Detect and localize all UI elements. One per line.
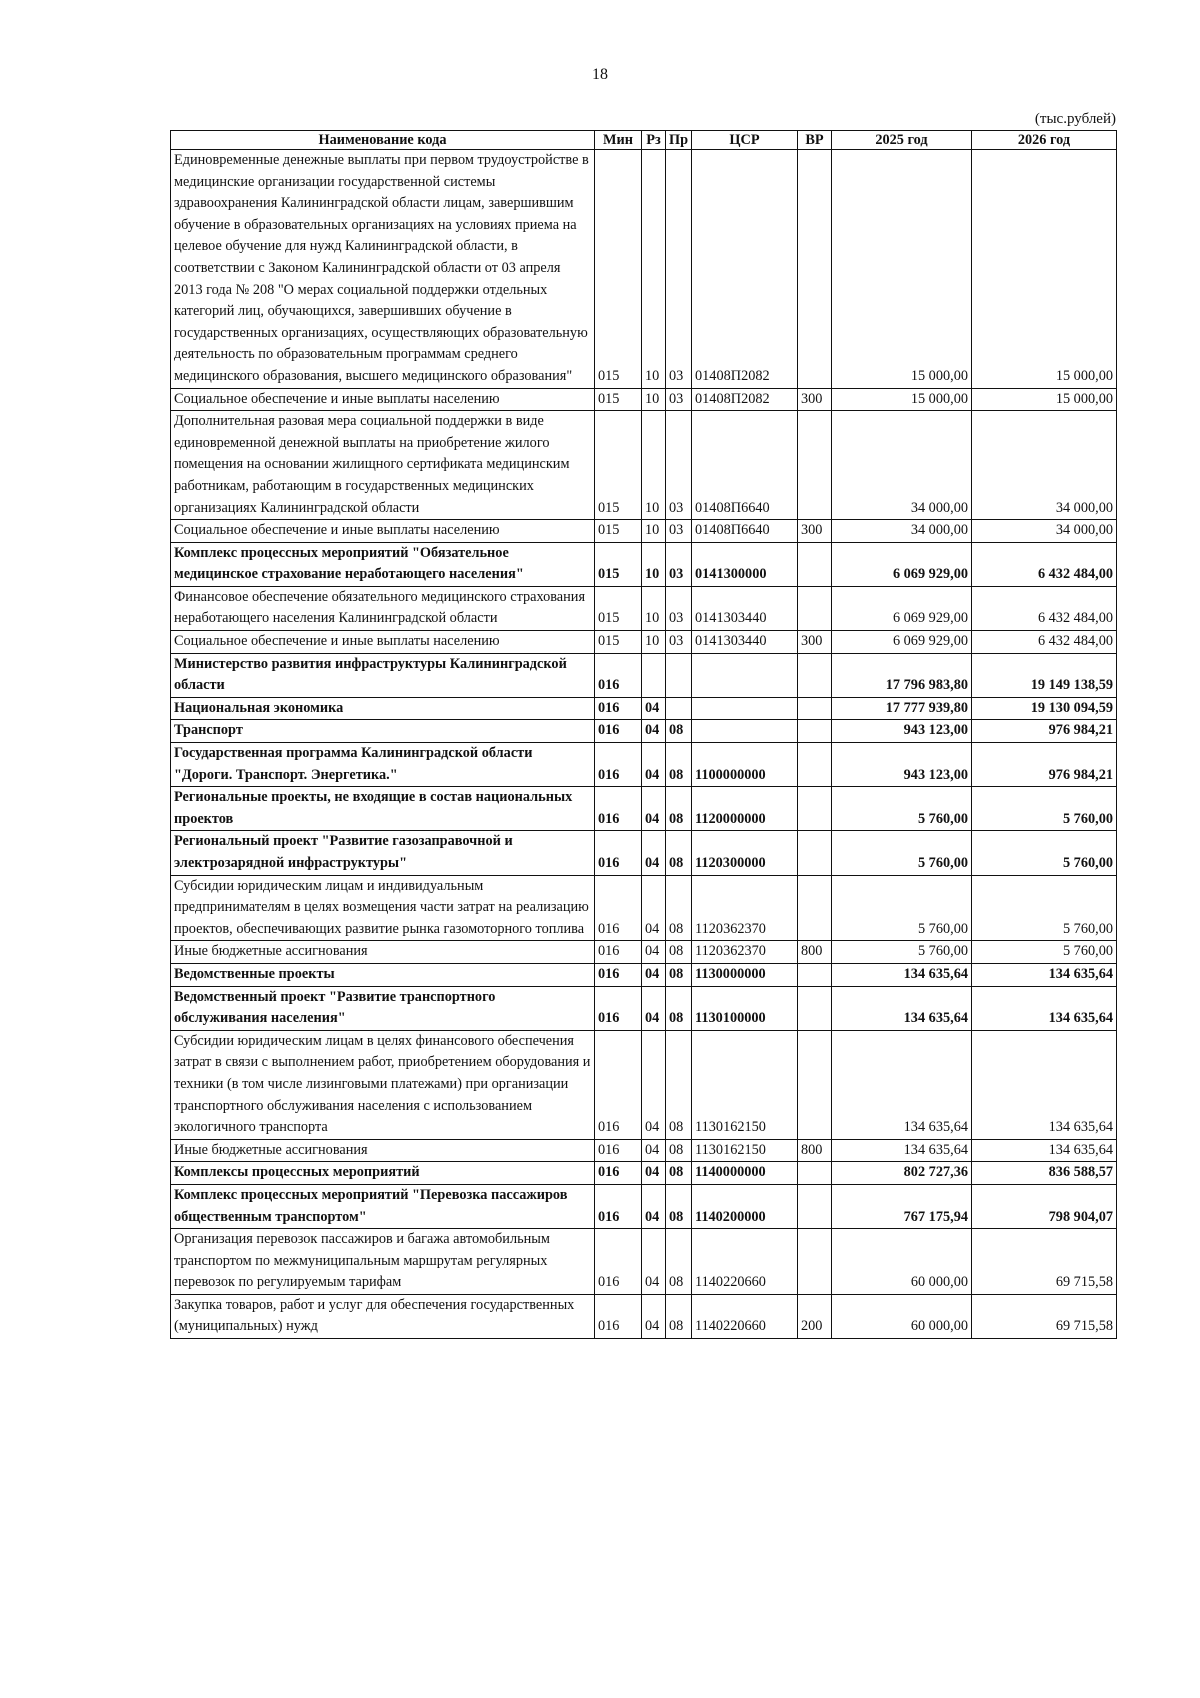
row-name: Финансовое обеспечение обязательного медицинского страхования неработающего населения Калининградской области: [171, 586, 595, 630]
row-rz: 04: [642, 1294, 666, 1338]
row-2025: 5 760,00: [832, 787, 972, 831]
row-pr: 03: [666, 586, 692, 630]
row-name: Национальная экономика: [171, 697, 595, 720]
row-2026: 134 635,64: [972, 986, 1117, 1030]
row-rz: 04: [642, 787, 666, 831]
row-rz: 04: [642, 720, 666, 743]
table-row: [171, 941, 1117, 964]
row-csr: 1140220660: [692, 1294, 798, 1338]
row-2026: 69 715,58: [972, 1294, 1117, 1338]
row-2025: 134 635,64: [832, 963, 972, 986]
row-name: Региональный проект "Развитие газозаправочной и электрозарядной инфраструктуры": [171, 831, 595, 875]
row-name: Министерство развития инфраструктуры Калининградской области: [171, 653, 595, 697]
row-2025: 60 000,00: [832, 1294, 972, 1338]
row-2026: 976 984,21: [972, 743, 1117, 787]
row-2026: 6 432 484,00: [972, 586, 1117, 630]
row-2025: 34 000,00: [832, 520, 972, 543]
row-min: 016: [595, 1184, 642, 1228]
row-2025: 60 000,00: [832, 1229, 972, 1295]
row-name: Единовременные денежные выплаты при первом трудоустройстве в медицинские организации государственной системы здравоохранения Калининградской области лицам, завершившим обучение в образовательных организациях на условиях приема на целевое обучение для нужд Калининградской области, в соответствии с Законом Калининградской области от 03 апреля 2013 года № 208 "О мерах социальной поддержки отдельных категорий лиц, обучающихся, завершивших обучение в государственных организациях, осуществляющих образовательную деятельность по образовательным программам среднего медицинского образования, высшего медицинского образования": [171, 150, 595, 389]
table-row: [171, 986, 1117, 1030]
row-vr: [798, 831, 832, 875]
row-name: Комплексы процессных мероприятий: [171, 1162, 595, 1185]
row-csr: 1100000000: [692, 743, 798, 787]
budget-table: [170, 130, 1117, 1339]
row-csr: 1130000000: [692, 963, 798, 986]
table-row: [171, 1229, 1117, 1295]
col-header-name: Наименование кода: [171, 131, 595, 150]
row-rz: 04: [642, 831, 666, 875]
row-rz: 04: [642, 986, 666, 1030]
row-2025: 15 000,00: [832, 150, 972, 389]
row-rz: 10: [642, 150, 666, 389]
row-pr: 08: [666, 875, 692, 941]
row-2026: 134 635,64: [972, 963, 1117, 986]
row-min: 016: [595, 1229, 642, 1295]
row-rz: 04: [642, 1030, 666, 1139]
row-min: 016: [595, 720, 642, 743]
row-pr: 08: [666, 1184, 692, 1228]
row-2025: 5 760,00: [832, 831, 972, 875]
col-header-rz: Рз: [642, 131, 666, 150]
row-2025: 134 635,64: [832, 986, 972, 1030]
row-2025: 943 123,00: [832, 720, 972, 743]
row-vr: [798, 787, 832, 831]
row-2025: 15 000,00: [832, 388, 972, 411]
row-pr: 08: [666, 1030, 692, 1139]
row-2025: 5 760,00: [832, 875, 972, 941]
row-pr: 08: [666, 787, 692, 831]
row-2026: 6 432 484,00: [972, 542, 1117, 586]
row-pr: 08: [666, 720, 692, 743]
row-2026: 19 149 138,59: [972, 653, 1117, 697]
row-name: Субсидии юридическим лицам в целях финансового обеспечения затрат в связи с выполнением работ, приобретением оборудования и техники (в том числе лизинговыми платежами) при организации транспортного обслуживания населения с использованием экологичного транспорта: [171, 1030, 595, 1139]
row-name: Социальное обеспечение и иные выплаты населению: [171, 388, 595, 411]
row-vr: [798, 586, 832, 630]
row-rz: 04: [642, 697, 666, 720]
col-header-min: Мин: [595, 131, 642, 150]
row-name: Транспорт: [171, 720, 595, 743]
row-pr: 08: [666, 986, 692, 1030]
row-2025: 5 760,00: [832, 941, 972, 964]
row-csr: 1140220660: [692, 1229, 798, 1295]
col-header-2025: 2025 год: [832, 131, 972, 150]
col-header-csr: ЦСР: [692, 131, 798, 150]
row-2025: 6 069 929,00: [832, 542, 972, 586]
row-name: Социальное обеспечение и иные выплаты населению: [171, 631, 595, 654]
row-pr: 03: [666, 631, 692, 654]
table-row: [171, 411, 1117, 520]
row-csr: 1120362370: [692, 941, 798, 964]
row-vr: [798, 542, 832, 586]
row-min: 016: [595, 1139, 642, 1162]
row-pr: 03: [666, 388, 692, 411]
row-min: 015: [595, 631, 642, 654]
row-csr: 0141303440: [692, 586, 798, 630]
row-2025: 134 635,64: [832, 1030, 972, 1139]
row-min: 016: [595, 1030, 642, 1139]
row-name: Иные бюджетные ассигнования: [171, 1139, 595, 1162]
page-number: 18: [592, 66, 608, 83]
row-min: 016: [595, 787, 642, 831]
row-pr: [666, 653, 692, 697]
row-min: 016: [595, 697, 642, 720]
row-2025: 943 123,00: [832, 743, 972, 787]
row-csr: 1130100000: [692, 986, 798, 1030]
row-pr: 08: [666, 1229, 692, 1295]
row-2025: 767 175,94: [832, 1184, 972, 1228]
table-row: [171, 875, 1117, 941]
row-rz: 04: [642, 1162, 666, 1185]
row-2026: 34 000,00: [972, 520, 1117, 543]
row-vr: [798, 653, 832, 697]
table-row: [171, 1030, 1117, 1139]
row-name: Государственная программа Калининградской области "Дороги. Транспорт. Энергетика.": [171, 743, 595, 787]
row-rz: [642, 653, 666, 697]
row-min: 015: [595, 542, 642, 586]
row-csr: 1120000000: [692, 787, 798, 831]
row-min: 016: [595, 831, 642, 875]
row-pr: 08: [666, 941, 692, 964]
row-csr: 0141303440: [692, 631, 798, 654]
row-vr: [798, 875, 832, 941]
col-header-vr: ВР: [798, 131, 832, 150]
row-min: 016: [595, 986, 642, 1030]
row-pr: 03: [666, 520, 692, 543]
row-rz: 10: [642, 388, 666, 411]
row-2025: 17 796 983,80: [832, 653, 972, 697]
row-name: Социальное обеспечение и иные выплаты населению: [171, 520, 595, 543]
row-pr: [666, 697, 692, 720]
row-vr: [798, 1030, 832, 1139]
table-row: [171, 743, 1117, 787]
row-name: Субсидии юридическим лицам и индивидуальным предпринимателям в целях возмещения части затрат на реализацию проектов, обеспечивающих развитие рынка газомоторного топлива: [171, 875, 595, 941]
table-row: [171, 1139, 1117, 1162]
row-2025: 17 777 939,80: [832, 697, 972, 720]
row-csr: 1140000000: [692, 1162, 798, 1185]
row-pr: 08: [666, 1139, 692, 1162]
row-2026: 134 635,64: [972, 1030, 1117, 1139]
row-csr: 01408П6640: [692, 411, 798, 520]
row-2025: 134 635,64: [832, 1139, 972, 1162]
table-row: [171, 388, 1117, 411]
row-csr: [692, 653, 798, 697]
row-pr: 08: [666, 963, 692, 986]
row-vr: [798, 986, 832, 1030]
row-2026: 836 588,57: [972, 1162, 1117, 1185]
row-vr: 800: [798, 1139, 832, 1162]
row-name: Ведомственные проекты: [171, 963, 595, 986]
row-min: 015: [595, 411, 642, 520]
row-vr: [798, 720, 832, 743]
col-header-pr: Пр: [666, 131, 692, 150]
row-name: Региональные проекты, не входящие в состав национальных проектов: [171, 787, 595, 831]
row-min: 015: [595, 150, 642, 389]
row-rz: 04: [642, 941, 666, 964]
row-rz: 10: [642, 586, 666, 630]
row-min: 016: [595, 743, 642, 787]
row-rz: 04: [642, 1229, 666, 1295]
row-min: 016: [595, 941, 642, 964]
row-name: Иные бюджетные ассигнования: [171, 941, 595, 964]
row-2026: 6 432 484,00: [972, 631, 1117, 654]
row-2026: 5 760,00: [972, 941, 1117, 964]
row-vr: [798, 411, 832, 520]
table-header-row: [171, 131, 1117, 150]
row-2026: 134 635,64: [972, 1139, 1117, 1162]
row-pr: 08: [666, 743, 692, 787]
row-rz: 04: [642, 743, 666, 787]
col-header-2026: 2026 год: [972, 131, 1117, 150]
row-vr: 200: [798, 1294, 832, 1338]
table-row: [171, 653, 1117, 697]
row-vr: 300: [798, 520, 832, 543]
row-vr: 800: [798, 941, 832, 964]
table-body: [171, 150, 1117, 1339]
row-pr: 08: [666, 1294, 692, 1338]
row-min: 016: [595, 875, 642, 941]
table-row: [171, 787, 1117, 831]
row-min: 015: [595, 586, 642, 630]
row-csr: 01408П2082: [692, 388, 798, 411]
row-vr: [798, 1162, 832, 1185]
row-2026: 15 000,00: [972, 150, 1117, 389]
row-rz: 04: [642, 875, 666, 941]
row-min: 015: [595, 388, 642, 411]
row-2026: 5 760,00: [972, 875, 1117, 941]
row-csr: 1120362370: [692, 875, 798, 941]
row-rz: 04: [642, 963, 666, 986]
row-name: Закупка товаров, работ и услуг для обеспечения государственных (муниципальных) нужд: [171, 1294, 595, 1338]
row-name: Дополнительная разовая мера социальной поддержки в виде единовременной денежной выплаты на приобретение жилого помещения на основании жилищного сертификата медицинским работникам, работающим в государственных медицинских организациях Калининградской области: [171, 411, 595, 520]
row-pr: 08: [666, 1162, 692, 1185]
table-row: [171, 542, 1117, 586]
row-csr: [692, 697, 798, 720]
row-2026: 19 130 094,59: [972, 697, 1117, 720]
row-min: 016: [595, 653, 642, 697]
table-row: [171, 586, 1117, 630]
row-rz: 10: [642, 542, 666, 586]
row-2025: 802 727,36: [832, 1162, 972, 1185]
row-csr: 01408П2082: [692, 150, 798, 389]
row-rz: 04: [642, 1139, 666, 1162]
row-rz: 04: [642, 1184, 666, 1228]
row-vr: [798, 1184, 832, 1228]
row-2025: 6 069 929,00: [832, 586, 972, 630]
row-min: 015: [595, 520, 642, 543]
row-csr: 1130162150: [692, 1030, 798, 1139]
table-row: [171, 1294, 1117, 1338]
row-csr: 1120300000: [692, 831, 798, 875]
row-vr: [798, 697, 832, 720]
row-rz: 10: [642, 520, 666, 543]
row-min: 016: [595, 1162, 642, 1185]
table-row: [171, 631, 1117, 654]
row-csr: 1130162150: [692, 1139, 798, 1162]
row-pr: 03: [666, 542, 692, 586]
row-rz: 10: [642, 631, 666, 654]
table-row: [171, 963, 1117, 986]
table-row: [171, 1162, 1117, 1185]
row-csr: 0141300000: [692, 542, 798, 586]
row-2026: 5 760,00: [972, 831, 1117, 875]
row-2025: 6 069 929,00: [832, 631, 972, 654]
row-2026: 69 715,58: [972, 1229, 1117, 1295]
row-min: 016: [595, 1294, 642, 1338]
row-2025: 34 000,00: [832, 411, 972, 520]
row-pr: 08: [666, 831, 692, 875]
row-vr: 300: [798, 388, 832, 411]
row-csr: 1140200000: [692, 1184, 798, 1228]
row-2026: 5 760,00: [972, 787, 1117, 831]
row-rz: 10: [642, 411, 666, 520]
row-name: Ведомственный проект "Развитие транспортного обслуживания населения": [171, 986, 595, 1030]
row-pr: 03: [666, 150, 692, 389]
table-row: [171, 831, 1117, 875]
table-row: [171, 720, 1117, 743]
row-2026: 798 904,07: [972, 1184, 1117, 1228]
row-2026: 976 984,21: [972, 720, 1117, 743]
unit-note: (тыс.рублей): [1034, 111, 1116, 127]
table-row: [171, 697, 1117, 720]
row-2026: 15 000,00: [972, 388, 1117, 411]
row-2026: 34 000,00: [972, 411, 1117, 520]
row-vr: [798, 963, 832, 986]
table-row: [171, 1184, 1117, 1228]
row-min: 016: [595, 963, 642, 986]
row-name: Организация перевозок пассажиров и багажа автомобильным транспортом по межмуниципальным маршрутам регулярных перевозок по регулируемым тарифам: [171, 1229, 595, 1295]
table-row: [171, 520, 1117, 543]
row-vr: 300: [798, 631, 832, 654]
row-csr: 01408П6640: [692, 520, 798, 543]
row-csr: [692, 720, 798, 743]
row-vr: [798, 150, 832, 389]
table-row: [171, 150, 1117, 389]
row-name: Комплекс процессных мероприятий "Обязательное медицинское страхование неработающего населения": [171, 542, 595, 586]
row-vr: [798, 1229, 832, 1295]
row-name: Комплекс процессных мероприятий "Перевозка пассажиров общественным транспортом": [171, 1184, 595, 1228]
row-vr: [798, 743, 832, 787]
row-pr: 03: [666, 411, 692, 520]
